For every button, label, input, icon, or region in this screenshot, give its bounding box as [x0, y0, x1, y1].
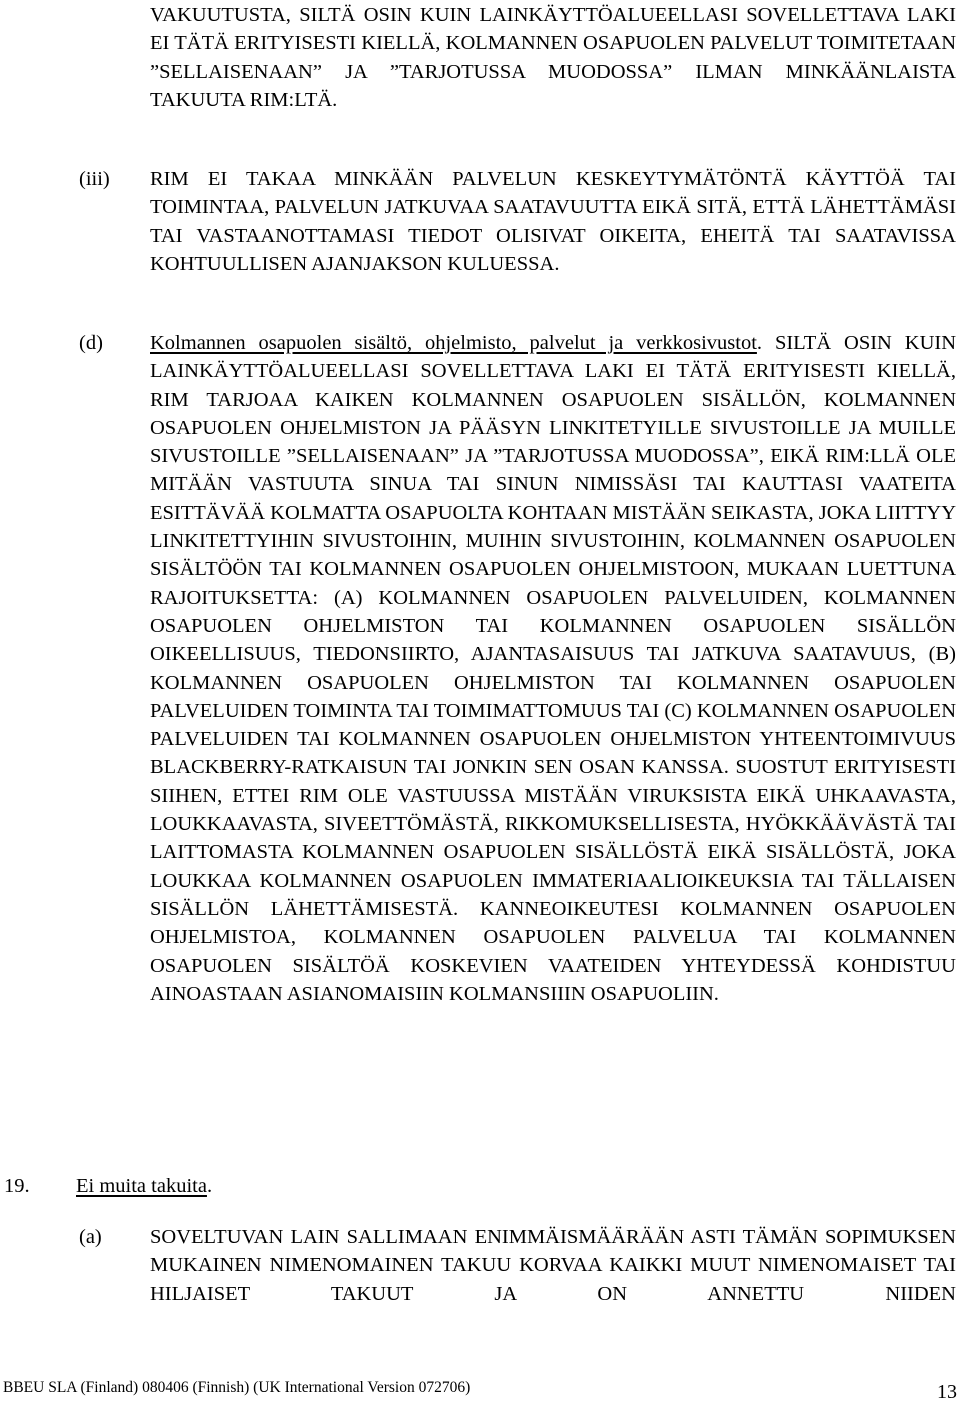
item-d-heading: Kolmannen osapuolen sisältö, ohjelmisto, palvelut ja verkkosivustot: [150, 332, 757, 354]
page-number: 13: [937, 1381, 957, 1403]
section-19-heading: Ei muita takuita: [76, 1175, 207, 1197]
section-19-number: 19.: [4, 1175, 30, 1197]
item-a-paragraph: SOVELTUVAN LAIN SALLIMAAN ENIMMÄISMÄÄRÄÄN ASTI TÄMÄN SOPIMUKSEN MUKAINEN NIMENOMAINEN TAKUU KORVAA KAIKKI MUUT NIMENOMAISET TAI HILJAISET TAKUUT JA ON ANNETTU NIIDEN: [150, 1226, 956, 1305]
item-iii-label: (iii): [79, 168, 110, 190]
item-a-label: (a): [79, 1226, 102, 1248]
continuation-paragraph: VAKUUTUSTA, SILTÄ OSIN KUIN LAINKÄYTTÖALUEELLASI SOVELLETTAVA LAKI EI TÄTÄ ERITYISESTI KIELLÄ, KOLMANNEN OSAPUOLEN PALVELUT TOIMITETAAN ”SELLAISENAAN” JA ”TARJOTUSSA MUODOSSA” ILMAN MINKÄÄNLAISTA TAKUUTA RIM:LTÄ.: [150, 4, 956, 111]
item-iii-paragraph: RIM EI TAKAA MINKÄÄN PALVELUN KESKEYTYMÄTÖNTÄ KÄYTTÖÄ TAI TOIMINTAA, PALVELUN JATKUVAA SAATAVUUTTA EIKÄ SITÄ, ETTÄ LÄHETTÄMÄSI TAI VASTAANOTTAMASI TIEDOT OLISIVAT OIKEITA, EHEITÄ TAI SAATAVISSA KOHTUULLISEN AJANJAKSON KULUESSA.: [150, 168, 956, 275]
page-footer: BBEU SLA (Finland) 080406 (Finnish) (UK International Version 072706): [3, 1379, 471, 1396]
item-d-paragraph: [150, 329, 956, 1008]
item-d-body: SILTÄ OSIN KUIN LAINKÄYTTÖALUEELLASI SOVELLETTAVA LAKI EI TÄTÄ ERITYISESTI KIELLÄ, RIM TARJOAA KAIKEN KOLMANNEN OSAPUOLEN SISÄLLÖN, KOLMANNEN OSAPUOLEN OHJELMISTON JA PÄÄSYN LINKITETYILLE SIVUSTOILLE JA MUILLE SIVUSTOILLE ”SELLAISENAAN” JA ”TARJOTUSSA MUODOSSA”, EIKÄ RIM:LLÄ OLE MITÄÄN VASTUUTA SINUA TAI SINUN NIMISSÄSI TAI KAUTTASI VAATEITA ESITTÄVÄÄ KOLMATTA OSAPUOLTA KOHTAAN MISTÄÄN SEIKASTA, JOKA LIITTYY LINKITETTYIHIN SIVUSTOIHIN, MUIHIN SIVUSTOIHIN, KOLMANNEN OSAPUOLEN SISÄLTÖÖN TAI KOLMANNEN OSAPUOLEN OHJELMISTOON, MUKAAN LUETTUNA RAJOITUKSETTA: (A) KOLMANNEN OSAPUOLEN PALVELUIDEN, KOLMANNEN OSAPUOLEN OHJELMISTON TAI KOLMANNEN OSAPUOLEN SISÄLLÖN OIKEELLISUUS, TIEDONSIIRTO, AJANTASAISUUS TAI JATKUVA SAATAVUUS, (B) KOLMANNEN OSAPUOLEN OHJELMISTON TAI KOLMANNEN OSAPUOLEN PALVELUIDEN TOIMINTA TAI TOIMIMATTOMUUS TAI (C) KOLMANNEN OSAPUOLEN PALVELUIDEN TAI KOLMANNEN OSAPUOLEN OHJELMISTON YHTEENTOIMIVUUS BLACKBERRY-RATKAISUN TAI JONKIN SEN OSAN KANSSA. SUOSTUT ERITYISESTI SIIHEN, ETTEI RIM OLE VASTUUSSA MISTÄÄN VIRUKSISTA EIKÄ UHKAAVASTA, LOUKKAAVASTA, SIVEETTÖMÄSTÄ, RIKKOMUKSELLISESTA, HYÖKKÄÄVÄSTÄ TAI LAITTOMASTA KOLMANNEN OSAPUOLEN SISÄLLÖSTÄ EIKÄ SISÄLLÖSTÄ, JOKA LOUKKAA KOLMANNEN OSAPUOLEN IMMATERIAALIOIKEUKSIA TAI TÄLLAISEN SISÄLLÖN LÄHETTÄMISESTÄ. KANNEOIKEUTESI KOLMANNEN OSAPUOLEN OHJELMISTOA, KOLMANNEN OSAPUOLEN PALVELUA TAI KOLMANNEN OSAPUOLEN SISÄLTÖÄ KOSKEVIEN VAATEIDEN YHTEYDESSÄ KOHDISTUU AINOASTAAN ASIANOMAISIIN KOLMANSIIIN OSAPUOLIIN.: [150, 332, 957, 1005]
section-19-heading-wrap: [76, 1172, 212, 1200]
item-d-label: (d): [79, 332, 103, 354]
section-19-heading-period: .: [206, 1175, 213, 1197]
item-d-heading-period: .: [756, 332, 763, 354]
